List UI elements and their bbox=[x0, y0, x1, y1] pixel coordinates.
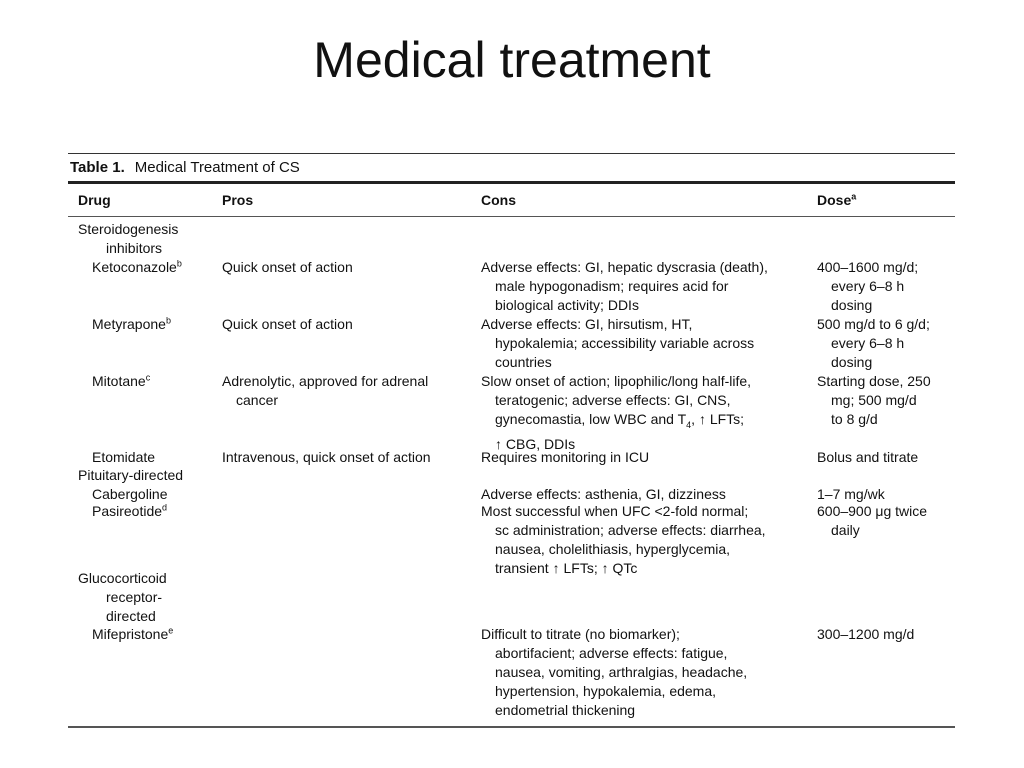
header-dose: Dose$^a$ bbox=[817, 191, 857, 208]
table-row-cabergoline-dose: 1–7 mg/wk bbox=[817, 486, 885, 502]
table-row-mifepristone-dose: 300–1200 mg/d bbox=[817, 626, 915, 642]
table-row-mitotane-cons: Slow onset of action; lipophilic/long half-life, teratogenic; adverse effects: GI, CNS, gynecomastia, low WBC and $T_4$, ↑ LFTs; ↑ CBG, DDIs bbox=[481, 373, 752, 452]
table-row-pasireotide-dose: 600–900 μg twice daily bbox=[817, 503, 928, 538]
table-row-metyrapone-cons: Adverse effects: GI, hirsutism, HT, hypokalemia; accessibility variable across countries bbox=[481, 316, 755, 370]
table-row-metyrapone-drug: Metyrapone$^b$ bbox=[92, 315, 171, 332]
header-pros: Pros bbox=[222, 192, 254, 208]
table-row-mitotane-pros: Adrenolytic, approved for adrenal cancer bbox=[222, 373, 429, 408]
table-row-etomidate-dose: Bolus and titrate bbox=[817, 449, 919, 465]
table-row-metyrapone-pros: Quick onset of action bbox=[222, 316, 353, 332]
table-label: Table 1. bbox=[70, 159, 125, 176]
table-caption-text: Medical Treatment of CS bbox=[134, 159, 300, 176]
table-caption bbox=[68, 154, 955, 181]
group-glucocorticoid: Glucocorticoid receptor- directed bbox=[78, 570, 167, 624]
group-steroidogenesis: Steroidogenesis inhibitors bbox=[78, 221, 179, 256]
table-bottom-rule bbox=[68, 726, 955, 728]
table-header-row bbox=[68, 184, 955, 216]
table-row-mifepristone-cons: Difficult to titrate (no biomarker); abortifacient; adverse effects: fatigue, nausea, vomiting, arthralgias, headache, hypertension, hypokalemia, edema, endometrial thickening bbox=[481, 626, 748, 718]
table-row-metyrapone-dose: 500 mg/d to 6 g/d; every 6–8 h dosing bbox=[817, 316, 930, 370]
table-row-pasireotide-drug: Pasireotide$^d$ bbox=[92, 502, 168, 519]
table-row-etomidate-drug: Etomidate bbox=[92, 449, 156, 465]
table-row-cabergoline-cons: Adverse effects: asthenia, GI, dizziness bbox=[481, 486, 726, 502]
table-row-pasireotide-cons: Most successful when UFC <2-fold normal; sc administration; adverse effects: diarrhea, nausea, cholelithiasis, hyperglycemia, transient ↑ LFTs; ↑ QTc bbox=[481, 503, 766, 576]
table-row-etomidate-cons: Requires monitoring in ICU bbox=[481, 449, 650, 465]
treatment-table bbox=[68, 153, 955, 728]
table-row-mitotane-dose: Starting dose, 250 mg; 500 mg/d to 8 g/d bbox=[817, 373, 931, 427]
table-row-ketoconazole-drug: Ketoconazole$^b$ bbox=[92, 258, 182, 275]
table-row-cabergoline-drug: Cabergoline bbox=[92, 486, 168, 502]
header-cons: Cons bbox=[481, 192, 516, 208]
slide-title: Medical treatment bbox=[313, 32, 711, 88]
table-row-ketoconazole-dose: 400–1600 mg/d; every 6–8 h dosing bbox=[817, 259, 919, 313]
table-row-mitotane-drug: Mitotane$^c$ bbox=[92, 372, 151, 389]
table-row-ketoconazole-pros: Quick onset of action bbox=[222, 259, 353, 275]
header-drug: Drug bbox=[78, 192, 111, 208]
table-row-mifepristone-drug: Mifepristone$^e$ bbox=[92, 625, 174, 642]
group-pituitary-directed: Pituitary-directed bbox=[78, 467, 184, 483]
table-body bbox=[68, 217, 955, 726]
table-row-ketoconazole-cons: Adverse effects: GI, hepatic dyscrasia (death), male hypogonadism; requires acid for biological activity; DDIs bbox=[481, 259, 768, 313]
table-row-etomidate-pros: Intravenous, quick onset of action bbox=[222, 449, 431, 465]
